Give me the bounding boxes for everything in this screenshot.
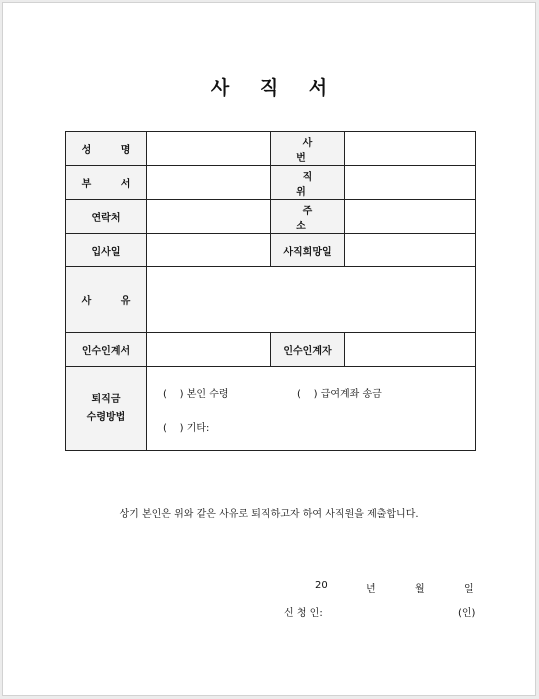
contact-field[interactable] — [147, 200, 271, 234]
resign-date-field[interactable] — [345, 234, 476, 267]
applicant-label: 신 청 인: — [284, 608, 323, 619]
seal-mark: (인) — [458, 608, 476, 619]
contact-label: 연락처 — [66, 200, 147, 234]
resign-date-label: 사직희망일 — [271, 234, 345, 267]
department-label: 부 서 — [66, 166, 147, 200]
document-title: 사 직 서 — [210, 77, 340, 99]
address-field[interactable] — [345, 200, 476, 234]
payment-option-direct[interactable]: ( ) 본인 수령 — [163, 389, 229, 400]
address-label: 주 소 — [271, 200, 345, 234]
payment-option-bank-transfer[interactable]: ( ) 급여계좌 송금 — [297, 389, 382, 400]
date-month-label: 월 — [415, 584, 425, 595]
handover-doc-label: 인수인계서 — [66, 333, 147, 367]
reason-field[interactable] — [147, 267, 476, 333]
document-page — [2, 2, 536, 696]
handover-doc-field[interactable] — [147, 333, 271, 367]
handover-person-label: 인수인계자 — [271, 333, 345, 367]
position-field[interactable] — [345, 166, 476, 200]
department-field[interactable] — [147, 166, 271, 200]
handover-person-field[interactable] — [345, 333, 476, 367]
resignation-form-table — [65, 131, 476, 451]
join-date-field[interactable] — [147, 234, 271, 267]
payment-method-cell — [147, 367, 476, 451]
retirement-pay-label-line2: 수령방법 — [86, 411, 126, 423]
retirement-pay-label — [66, 367, 147, 451]
name-label: 성 명 — [66, 132, 147, 166]
retirement-pay-label-line1: 퇴직금 — [91, 393, 121, 405]
employee-no-label: 사 번 — [271, 132, 345, 166]
date-year-prefix: 20 — [315, 580, 328, 591]
join-date-label: 입사일 — [66, 234, 147, 267]
employee-no-field[interactable] — [345, 132, 476, 166]
statement-text: 상기 본인은 위와 같은 사유로 퇴직하고자 하여 사직원을 제출합니다. — [119, 509, 419, 520]
position-label: 직 위 — [271, 166, 345, 200]
name-field[interactable] — [147, 132, 271, 166]
date-year-label: 년 — [366, 584, 376, 595]
date-day-label: 일 — [464, 584, 474, 595]
reason-label: 사 유 — [66, 267, 147, 333]
payment-option-other[interactable]: ( ) 기타: — [163, 423, 210, 434]
